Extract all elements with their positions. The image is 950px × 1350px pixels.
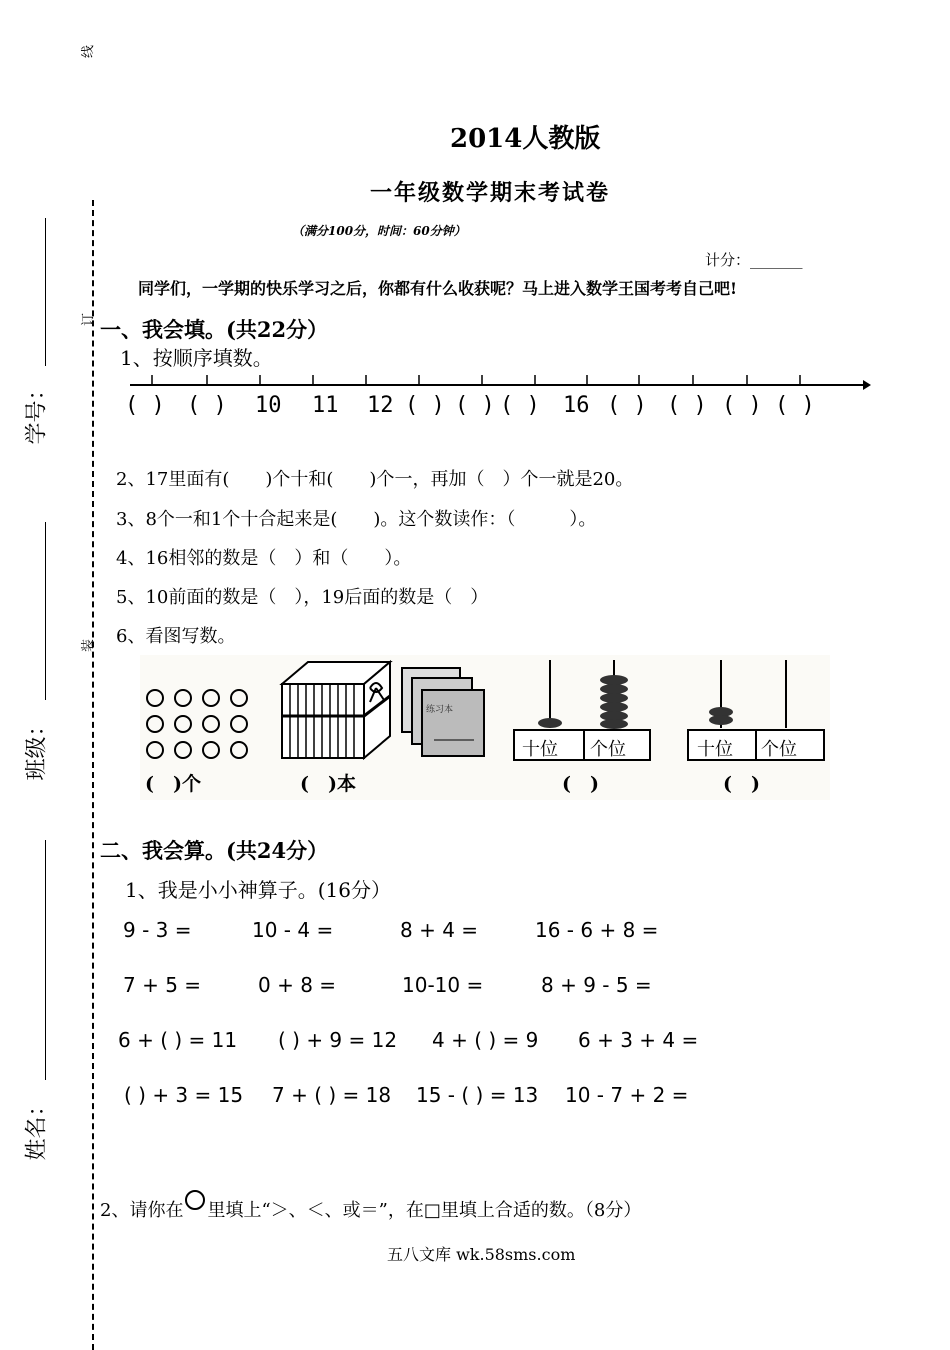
question-1-5: 5、10前面的数是（ ），19后面的数是（ ） bbox=[116, 587, 489, 608]
calc-item[interactable]: 8 + 9 - 5 = bbox=[541, 973, 652, 997]
question-1-3: 3、8个一和1个十合起来是( )。这个数读作：（ ）。 bbox=[116, 509, 597, 530]
name-label: 姓名： bbox=[24, 1094, 50, 1161]
books-caption[interactable]: ( )本 bbox=[300, 773, 356, 795]
number-line-blank[interactable]: ( ) bbox=[500, 393, 540, 418]
calc-item[interactable]: 0 + 8 = bbox=[258, 973, 337, 997]
number-line-blank[interactable]: ( ) bbox=[722, 393, 762, 418]
number-line-value: 10 bbox=[255, 393, 282, 418]
question-1-1: 1、按顺序填数。 bbox=[120, 346, 273, 370]
student-number-label: 学号： bbox=[24, 378, 50, 445]
number-line-blank[interactable]: ( ) bbox=[405, 393, 445, 418]
abacus-2-ones-label: 个位 bbox=[761, 739, 797, 760]
number-line-blank[interactable]: ( ) bbox=[775, 393, 815, 418]
section1-heading: 一、我会填。(共22分） bbox=[100, 317, 329, 342]
question-1-2: 2、17里面有( )个十和( )个一，再加（ ）个一就是20。 bbox=[116, 469, 634, 490]
calc-item[interactable]: 6 + ( ) = 11 bbox=[118, 1028, 238, 1052]
student-number-field[interactable] bbox=[45, 218, 46, 366]
page-title: 2014人教版 bbox=[450, 124, 601, 154]
number-line-blank[interactable]: ( ) bbox=[125, 393, 165, 418]
abacus-2-caption[interactable]: ( ) bbox=[723, 773, 760, 795]
section2-heading: 二、我会算。(共24分） bbox=[100, 838, 329, 863]
calc-item[interactable]: 9 - 3 = bbox=[123, 918, 192, 942]
number-line-value: 11 bbox=[312, 393, 339, 418]
class-field[interactable] bbox=[45, 522, 46, 700]
calc-item[interactable]: 16 - 6 + 8 = bbox=[535, 918, 659, 942]
calc-item[interactable]: 6 + 3 + 4 = bbox=[578, 1028, 699, 1052]
calc-item[interactable]: 10-10 = bbox=[402, 973, 484, 997]
circles-picture bbox=[143, 686, 255, 762]
class-label: 班级： bbox=[24, 714, 50, 781]
margin-zhuang-label: 装 bbox=[81, 638, 97, 653]
number-line-value: 16 bbox=[563, 393, 590, 418]
notebook-cover-text: 练习本 bbox=[426, 705, 454, 715]
calc-item[interactable]: 7 + 5 = bbox=[123, 973, 202, 997]
intro-text: 同学们，一学期的快乐学习之后，你都有什么收获呢？马上进入数学王国考考自己吧! bbox=[138, 279, 738, 298]
score-field[interactable]: 计分：_______ bbox=[705, 251, 803, 269]
number-line-blank[interactable]: ( ) bbox=[455, 393, 495, 418]
question-2-2-suffix: 里填上“＞、＜、或＝”，在□里填上合适的数。（8分） bbox=[207, 1200, 642, 1221]
number-line bbox=[125, 368, 875, 396]
circles-caption[interactable]: ( )个 bbox=[145, 773, 201, 795]
exam-note: （满分100分，时间：60分钟） bbox=[292, 224, 466, 238]
question-1-6: 6、看图写数。 bbox=[116, 626, 236, 647]
calc-item[interactable]: 10 - 7 + 2 = bbox=[565, 1083, 689, 1107]
book-bundle-picture bbox=[278, 658, 394, 760]
footer-text: 五八文库 wk.58sms.com bbox=[387, 1245, 576, 1264]
abacus-1-caption[interactable]: ( ) bbox=[562, 773, 599, 795]
abacus-1-ones-label: 个位 bbox=[590, 739, 626, 760]
binding-dashed-line bbox=[92, 200, 94, 1350]
calc-item[interactable]: ( ) + 9 = 12 bbox=[278, 1028, 398, 1052]
number-line-blank[interactable]: ( ) bbox=[667, 393, 707, 418]
circle-icon bbox=[185, 1190, 205, 1210]
question-2-2-prefix: 2、请你在 bbox=[100, 1200, 184, 1221]
calc-item[interactable]: 4 + ( ) = 9 bbox=[432, 1028, 539, 1052]
number-line-blank[interactable]: ( ) bbox=[187, 393, 227, 418]
calc-item[interactable]: 7 + ( ) = 18 bbox=[272, 1083, 392, 1107]
question-2-2 bbox=[100, 1190, 641, 1222]
question-1-4: 4、16相邻的数是（ ）和（ ）。 bbox=[116, 548, 412, 569]
margin-line-label: 线 bbox=[81, 44, 97, 59]
calc-item[interactable]: ( ) + 3 = 15 bbox=[124, 1083, 244, 1107]
name-field[interactable] bbox=[45, 840, 46, 1080]
abacus-1-tens-label: 十位 bbox=[522, 739, 558, 760]
margin-ding-label: 订 bbox=[81, 312, 97, 327]
calc-item[interactable]: 15 - ( ) = 13 bbox=[416, 1083, 539, 1107]
number-line-value: 12 bbox=[367, 393, 394, 418]
abacus-2-tens-label: 十位 bbox=[697, 739, 733, 760]
exam-subtitle: 一年级数学期末考试卷 bbox=[370, 180, 611, 206]
calc-item[interactable]: 8 + 4 = bbox=[400, 918, 479, 942]
number-line-blank[interactable]: ( ) bbox=[607, 393, 647, 418]
calc-item[interactable]: 10 - 4 = bbox=[252, 918, 334, 942]
question-2-1: 1、我是小小神算子。(16分） bbox=[125, 878, 391, 902]
